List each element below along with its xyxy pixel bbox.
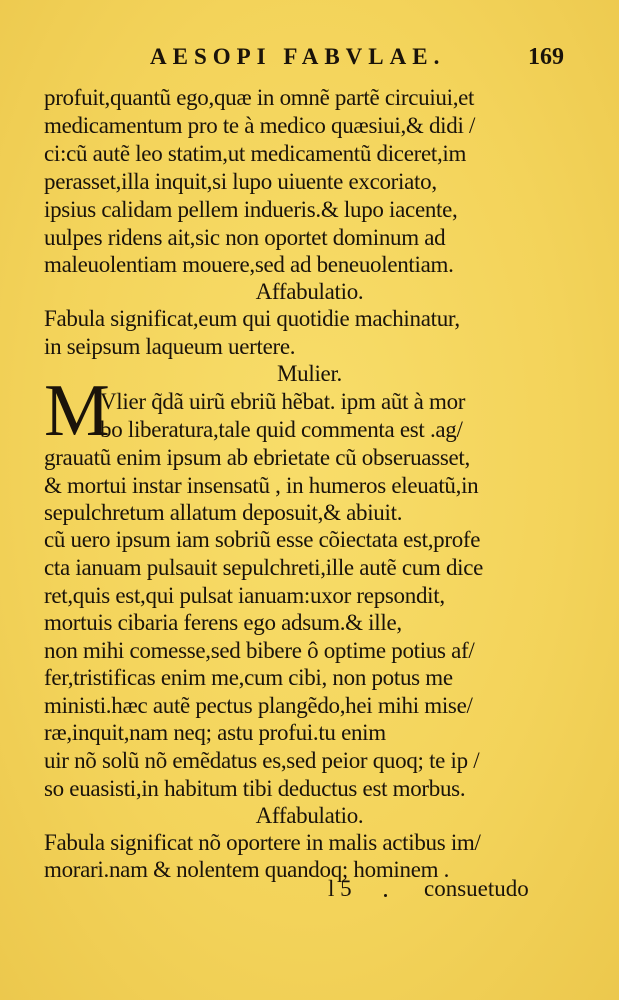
text-line: mortuis cibaria ferens ego adsum.& ille, (44, 610, 402, 635)
text-line: bo liberatura,tale quid commenta est .ag/ (100, 417, 463, 442)
text-line: medicamentum pro te à medico quæsiui,& didi / (44, 113, 476, 138)
text-line: fer,tristificas enim me,cum cibi, non potus me (44, 665, 453, 690)
dot-mark (384, 894, 387, 897)
page-number: 169 (528, 44, 564, 70)
text-line: uir nõ solũ nõ emẽdatus es,sed peior quoq; te ip / (44, 748, 480, 773)
text-line: Fabula significat nõ oportere in malis actibus im/ (44, 830, 481, 855)
text-line: cũ uero ipsum iam sobriũ esse cõiectata est,profe (44, 527, 481, 552)
text-line: ipsius calidam pellem indueris.& lupo iacente, (44, 197, 458, 222)
drop-capital: M (44, 370, 110, 452)
text-line: perasset,illa inquit,si lupo uiuente excoriato, (44, 169, 437, 194)
text-line: cta ianuam pulsauit sepulchreti,ille autẽ cum dice (44, 555, 484, 580)
text-line: Fabula significat,eum qui quotidie machinatur, (44, 306, 460, 331)
page-header (0, 44, 619, 78)
text-line: ci:cũ autẽ leo statim,ut medicamentũ diceret,im (44, 141, 467, 166)
text-line: & mortui instar insensatũ , in humeros eleuatũ,in (44, 473, 479, 498)
text-line: morari.nam & nolentem quandoq; hominem . (44, 857, 450, 882)
affabulatio-heading: Affabulatio. (255, 803, 364, 828)
text-line: ræ,inquit,nam neq; astu profui.tu enim (44, 720, 386, 745)
text-line: uulpes ridens ait,sic non oportet dominum ad (44, 225, 446, 250)
text-line: ministi.hæc autẽ pectus plangẽdo,hei mihi mise/ (44, 693, 473, 718)
text-line: profuit,quantũ ego,quæ in omnẽ partẽ circuiui,et (44, 85, 475, 110)
page-footer (0, 876, 619, 906)
text-line: maleuolentiam mouere,sed ad beneuolentiam. (44, 252, 454, 277)
catchword: consuetudo (424, 876, 529, 901)
text-line: so euasisti,in habitum tibi deductus est morbus. (44, 776, 466, 801)
text-line: non mihi comesse,sed bibere ô optime potius af/ (44, 638, 475, 663)
affabulatio-heading: Affabulatio. (255, 279, 364, 304)
text-line: ret,quis est,qui pulsat ianuam:uxor repsondit, (44, 583, 445, 608)
text-line: grauatũ enim ipsum ab ebrietate cũ obseruasset, (44, 445, 470, 470)
text-line: in seipsum laqueum uertere. (44, 334, 296, 359)
signature-mark: l 5 (328, 876, 352, 901)
text-line: Vlier q̃dã uirũ ebriũ hẽbat. ipm aũt à mor (100, 389, 466, 414)
fable-title: Mulier. (277, 361, 342, 386)
running-head: AESOPI FABVLAE. (150, 44, 446, 69)
text-line: sepulchretum allatum deposuit,& abiuit. (44, 500, 403, 525)
